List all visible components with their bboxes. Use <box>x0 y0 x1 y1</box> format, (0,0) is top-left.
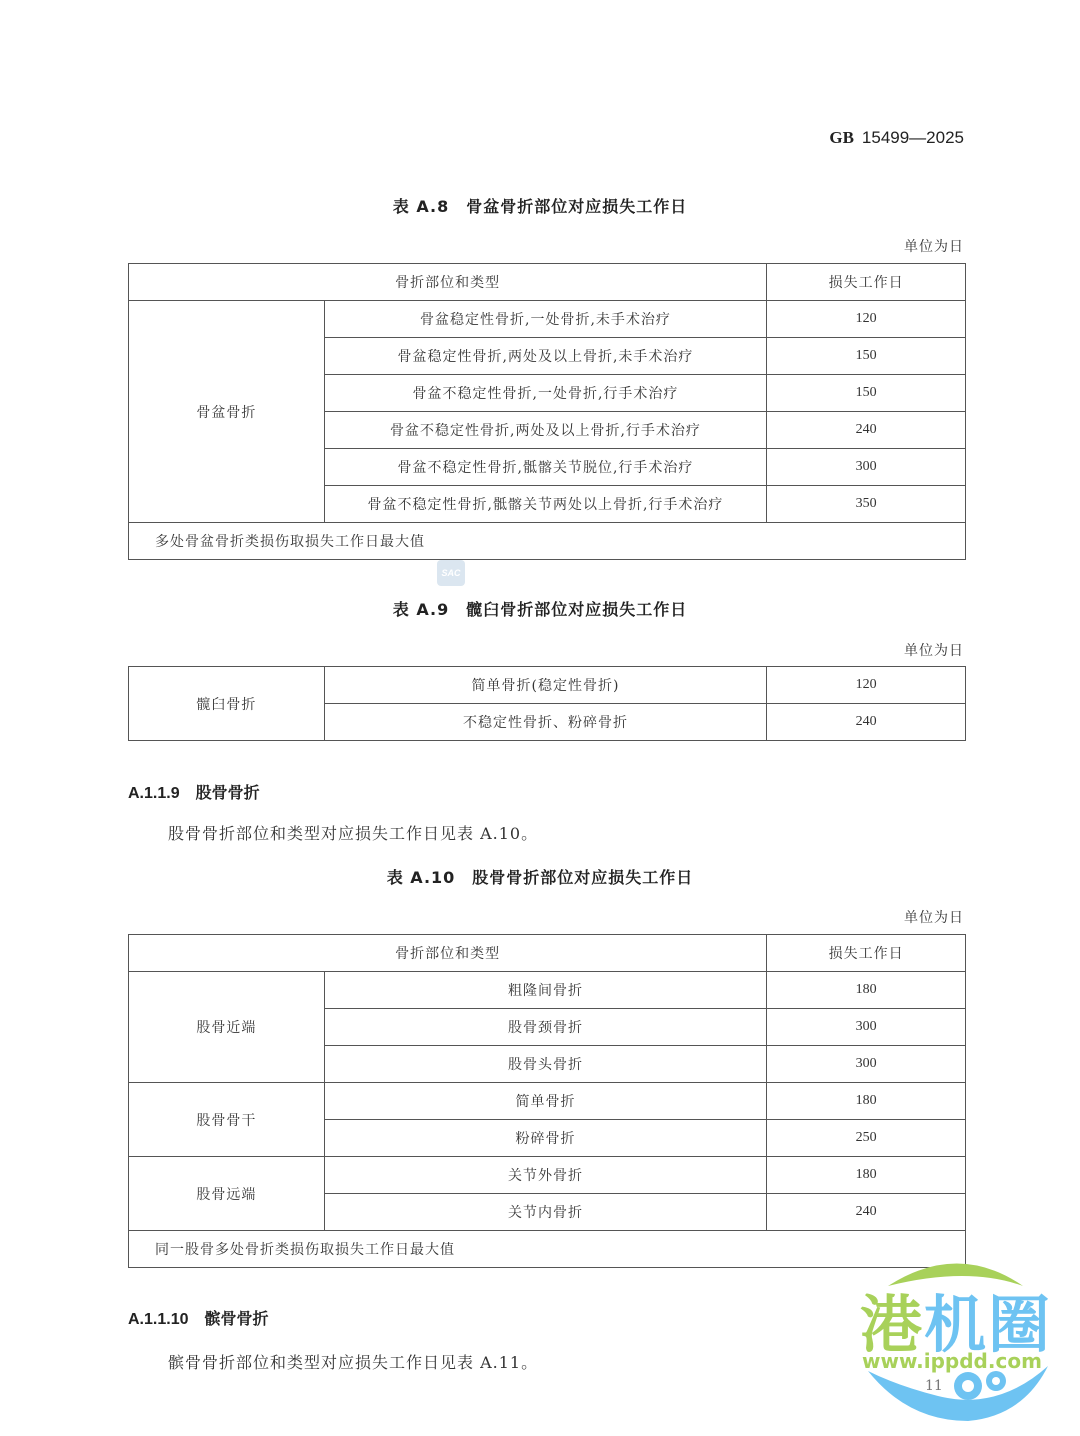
standard-number: 15499—2025 <box>861 128 964 147</box>
group-label: 骨盆骨折 <box>129 301 325 523</box>
table-a9 <box>128 666 966 741</box>
lost-days: 300 <box>767 1009 966 1046</box>
section-title: 股骨骨折 <box>195 783 260 802</box>
fracture-type: 骨盆稳定性骨折,两处及以上骨折,未手术治疗 <box>324 338 766 375</box>
section-heading-a119 <box>128 780 260 803</box>
page-number: 11 <box>925 1378 943 1394</box>
table-a8 <box>128 263 966 560</box>
lost-days: 300 <box>767 1046 966 1083</box>
table-a10 <box>128 934 966 1268</box>
fracture-type: 关节内骨折 <box>324 1194 766 1231</box>
lost-days: 300 <box>767 449 966 486</box>
svg-text:港: 港 <box>860 1288 923 1361</box>
ippdd-logo-watermark <box>848 1246 1068 1426</box>
table-a9-unit: 单位为日 <box>904 643 964 659</box>
group-label: 股骨骨干 <box>129 1083 325 1157</box>
table-a8-caption: 表 A.8 骨盆骨折部位对应损失工作日 <box>392 197 688 216</box>
section-number: A.1.1.9 <box>128 785 180 802</box>
table-header-row <box>129 935 966 972</box>
section-paragraph: 股骨骨折部位和类型对应损失工作日见表 A.10。 <box>168 824 539 843</box>
sac-watermark: SAC <box>437 560 465 586</box>
lost-days: 180 <box>767 1157 966 1194</box>
svg-text:圈: 圈 <box>988 1288 1051 1361</box>
table-a10-caption: 表 A.10 股骨骨折部位对应损失工作日 <box>386 868 694 887</box>
col-header-type: 骨折部位和类型 <box>129 264 767 301</box>
fracture-type: 粉碎骨折 <box>324 1120 766 1157</box>
lost-days: 150 <box>767 375 966 412</box>
lost-days: 150 <box>767 338 966 375</box>
section-heading-a1110 <box>128 1306 269 1329</box>
fracture-type: 简单骨折(稳定性骨折) <box>324 667 766 704</box>
table-a10-unit: 单位为日 <box>904 910 964 926</box>
col-header-days: 损失工作日 <box>767 935 966 972</box>
logo-graphic-icon <box>848 1246 1068 1426</box>
table-row <box>129 1083 966 1120</box>
fracture-type: 骨盆稳定性骨折,一处骨折,未手术治疗 <box>324 301 766 338</box>
fracture-type: 骨盆不稳定性骨折,一处骨折,行手术治疗 <box>324 375 766 412</box>
group-label: 髋臼骨折 <box>129 667 325 741</box>
fracture-type: 骨盆不稳定性骨折,两处及以上骨折,行手术治疗 <box>324 412 766 449</box>
lost-days: 180 <box>767 1083 966 1120</box>
table-row <box>129 972 966 1009</box>
col-header-type: 骨折部位和类型 <box>129 935 767 972</box>
col-header-days: 损失工作日 <box>767 264 966 301</box>
fracture-type: 股骨头骨折 <box>324 1046 766 1083</box>
lost-days: 240 <box>767 412 966 449</box>
fracture-type: 骨盆不稳定性骨折,骶髂关节两处以上骨折,行手术治疗 <box>324 486 766 523</box>
fracture-type: 股骨颈骨折 <box>324 1009 766 1046</box>
table-header-row <box>129 264 966 301</box>
svg-text:www.ippdd.com: www.ippdd.com <box>862 1349 1042 1373</box>
table-row <box>129 667 966 704</box>
svg-text:机: 机 <box>924 1288 987 1361</box>
table-note-row <box>129 523 966 560</box>
group-label: 股骨近端 <box>129 972 325 1083</box>
table-note: 多处骨盆骨折类损伤取损失工作日最大值 <box>129 523 966 560</box>
fracture-type: 简单骨折 <box>324 1083 766 1120</box>
standard-id <box>829 128 964 148</box>
table-a8-unit: 单位为日 <box>904 239 964 255</box>
section-title: 髌骨骨折 <box>204 1309 269 1328</box>
fracture-type: 骨盆不稳定性骨折,骶髂关节脱位,行手术治疗 <box>324 449 766 486</box>
table-a9-caption: 表 A.9 髋臼骨折部位对应损失工作日 <box>392 600 688 619</box>
group-label: 股骨远端 <box>129 1157 325 1231</box>
lost-days: 240 <box>767 1194 966 1231</box>
fracture-type: 关节外骨折 <box>324 1157 766 1194</box>
section-paragraph: 髌骨骨折部位和类型对应损失工作日见表 A.11。 <box>168 1353 539 1372</box>
table-row <box>129 1157 966 1194</box>
table-note-row <box>129 1231 966 1268</box>
lost-days: 240 <box>767 704 966 741</box>
lost-days: 120 <box>767 667 966 704</box>
lost-days: 250 <box>767 1120 966 1157</box>
lost-days: 350 <box>767 486 966 523</box>
standard-prefix: GB <box>829 128 854 147</box>
lost-days: 180 <box>767 972 966 1009</box>
table-row <box>129 301 966 338</box>
fracture-type: 不稳定性骨折、粉碎骨折 <box>324 704 766 741</box>
section-number: A.1.1.10 <box>128 1311 189 1328</box>
lost-days: 120 <box>767 301 966 338</box>
table-note: 同一股骨多处骨折类损伤取损失工作日最大值 <box>129 1231 966 1268</box>
fracture-type: 粗隆间骨折 <box>324 972 766 1009</box>
